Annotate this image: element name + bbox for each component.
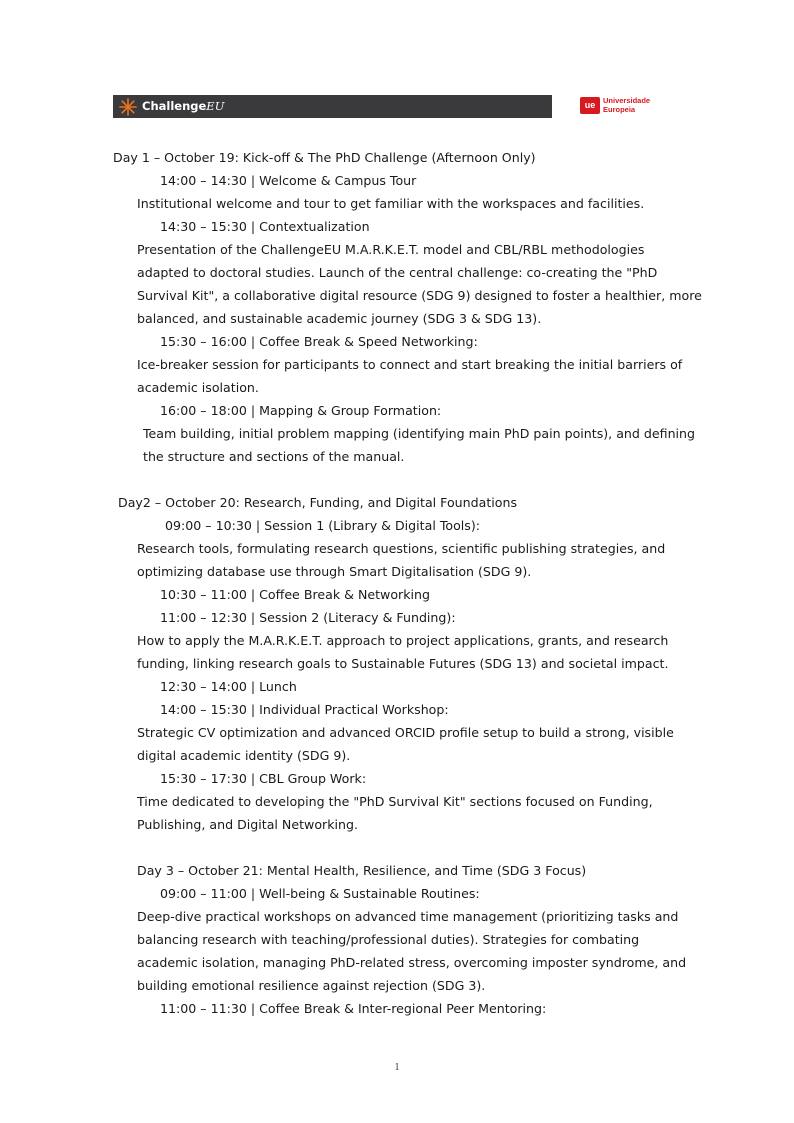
- partner-name-line2: Europeia: [603, 104, 636, 114]
- page-number: 1: [394, 1062, 400, 1073]
- session-description: How to apply the M.A.R.K.E.T. approach to project applications, grants, and research: [137, 633, 669, 648]
- universidade-europeia-logo: [580, 97, 600, 114]
- brand-suffix-text: EU: [206, 99, 225, 113]
- session-time-line: 11:00 – 11:30 | Coffee Break & Inter-regional Peer Mentoring:: [160, 1001, 547, 1016]
- session-description: Team building, initial problem mapping (identifying main PhD pain points), and defining: [143, 426, 696, 441]
- session-time-line: 09:00 – 10:30 | Session 1 (Library & Digital Tools):: [165, 518, 481, 533]
- session-description: optimizing database use through Smart Digitalisation (SDG 9).: [137, 564, 532, 579]
- session-time-line: 14:30 – 15:30 | Contextualization: [160, 219, 370, 234]
- partner-name-line1: Universidade: [603, 96, 651, 105]
- session-time-line: 16:00 – 18:00 | Mapping & Group Formation:: [160, 403, 442, 418]
- session-description: adapted to doctoral studies. Launch of the central challenge: co-creating the "PhD: [137, 265, 658, 280]
- session-time-line: 14:00 – 14:30 | Welcome & Campus Tour: [160, 173, 417, 188]
- session-description: Presentation of the ChallengeEU M.A.R.K.E.T. model and CBL/RBL methodologies: [137, 242, 645, 257]
- brand-main-text: Challenge: [142, 99, 207, 113]
- challengeeu-header-banner: [113, 95, 552, 118]
- challengeeu-wordmark: [142, 98, 224, 114]
- day2-heading: Day2 – October 20: Research, Funding, and Digital Foundations: [118, 495, 518, 510]
- session-time-line: 12:30 – 14:00 | Lunch: [160, 679, 297, 694]
- session-description: Survival Kit", a collaborative digital resource (SDG 9) designed to foster a healthier, more: [137, 288, 702, 303]
- session-time-line: 14:00 – 15:30 | Individual Practical Workshop:: [160, 702, 449, 717]
- session-description: Strategic CV optimization and advanced ORCID profile setup to build a strong, visible: [137, 725, 674, 740]
- session-description: Time dedicated to developing the "PhD Survival Kit" sections focused on Funding,: [137, 794, 653, 809]
- session-time-line: 10:30 – 11:00 | Coffee Break & Networking: [160, 587, 430, 602]
- universidade-europeia-wordmark: [603, 97, 650, 114]
- session-description: balanced, and sustainable academic journey (SDG 3 & SDG 13).: [137, 311, 542, 326]
- session-description: Research tools, formulating research questions, scientific publishing strategies, and: [137, 541, 666, 556]
- session-description: Institutional welcome and tour to get familiar with the workspaces and facilities.: [137, 196, 645, 211]
- session-description: Ice-breaker session for participants to connect and start breaking the initial barriers of: [137, 357, 683, 372]
- partner-logo-mark: ue: [584, 100, 596, 110]
- session-description: funding, linking research goals to Sustainable Futures (SDG 13) and societal impact.: [137, 656, 669, 671]
- day1-heading: Day 1 – October 19: Kick-off & The PhD Challenge (Afternoon Only): [113, 150, 536, 165]
- session-time-line: 11:00 – 12:30 | Session 2 (Literacy & Funding):: [160, 610, 456, 625]
- session-description: academic isolation, managing PhD-related stress, overcoming imposter syndrome, and: [137, 955, 687, 970]
- session-description: academic isolation.: [137, 380, 259, 395]
- session-time-line: 15:30 – 17:30 | CBL Group Work:: [160, 771, 367, 786]
- challengeeu-star-logo-icon: [119, 98, 137, 116]
- session-description: Publishing, and Digital Networking.: [137, 817, 358, 832]
- session-description: the structure and sections of the manual.: [143, 449, 405, 464]
- session-description: digital academic identity (SDG 9).: [137, 748, 351, 763]
- session-description: Deep-dive practical workshops on advanced time management (prioritizing tasks and: [137, 909, 679, 924]
- day3-heading: Day 3 – October 21: Mental Health, Resilience, and Time (SDG 3 Focus): [137, 863, 587, 878]
- session-description: building emotional resilience against rejection (SDG 3).: [137, 978, 486, 993]
- session-time-line: 15:30 – 16:00 | Coffee Break & Speed Networking:: [160, 334, 478, 349]
- session-time-line: 09:00 – 11:00 | Well-being & Sustainable Routines:: [160, 886, 480, 901]
- session-description: balancing research with teaching/professional duties). Strategies for combating: [137, 932, 640, 947]
